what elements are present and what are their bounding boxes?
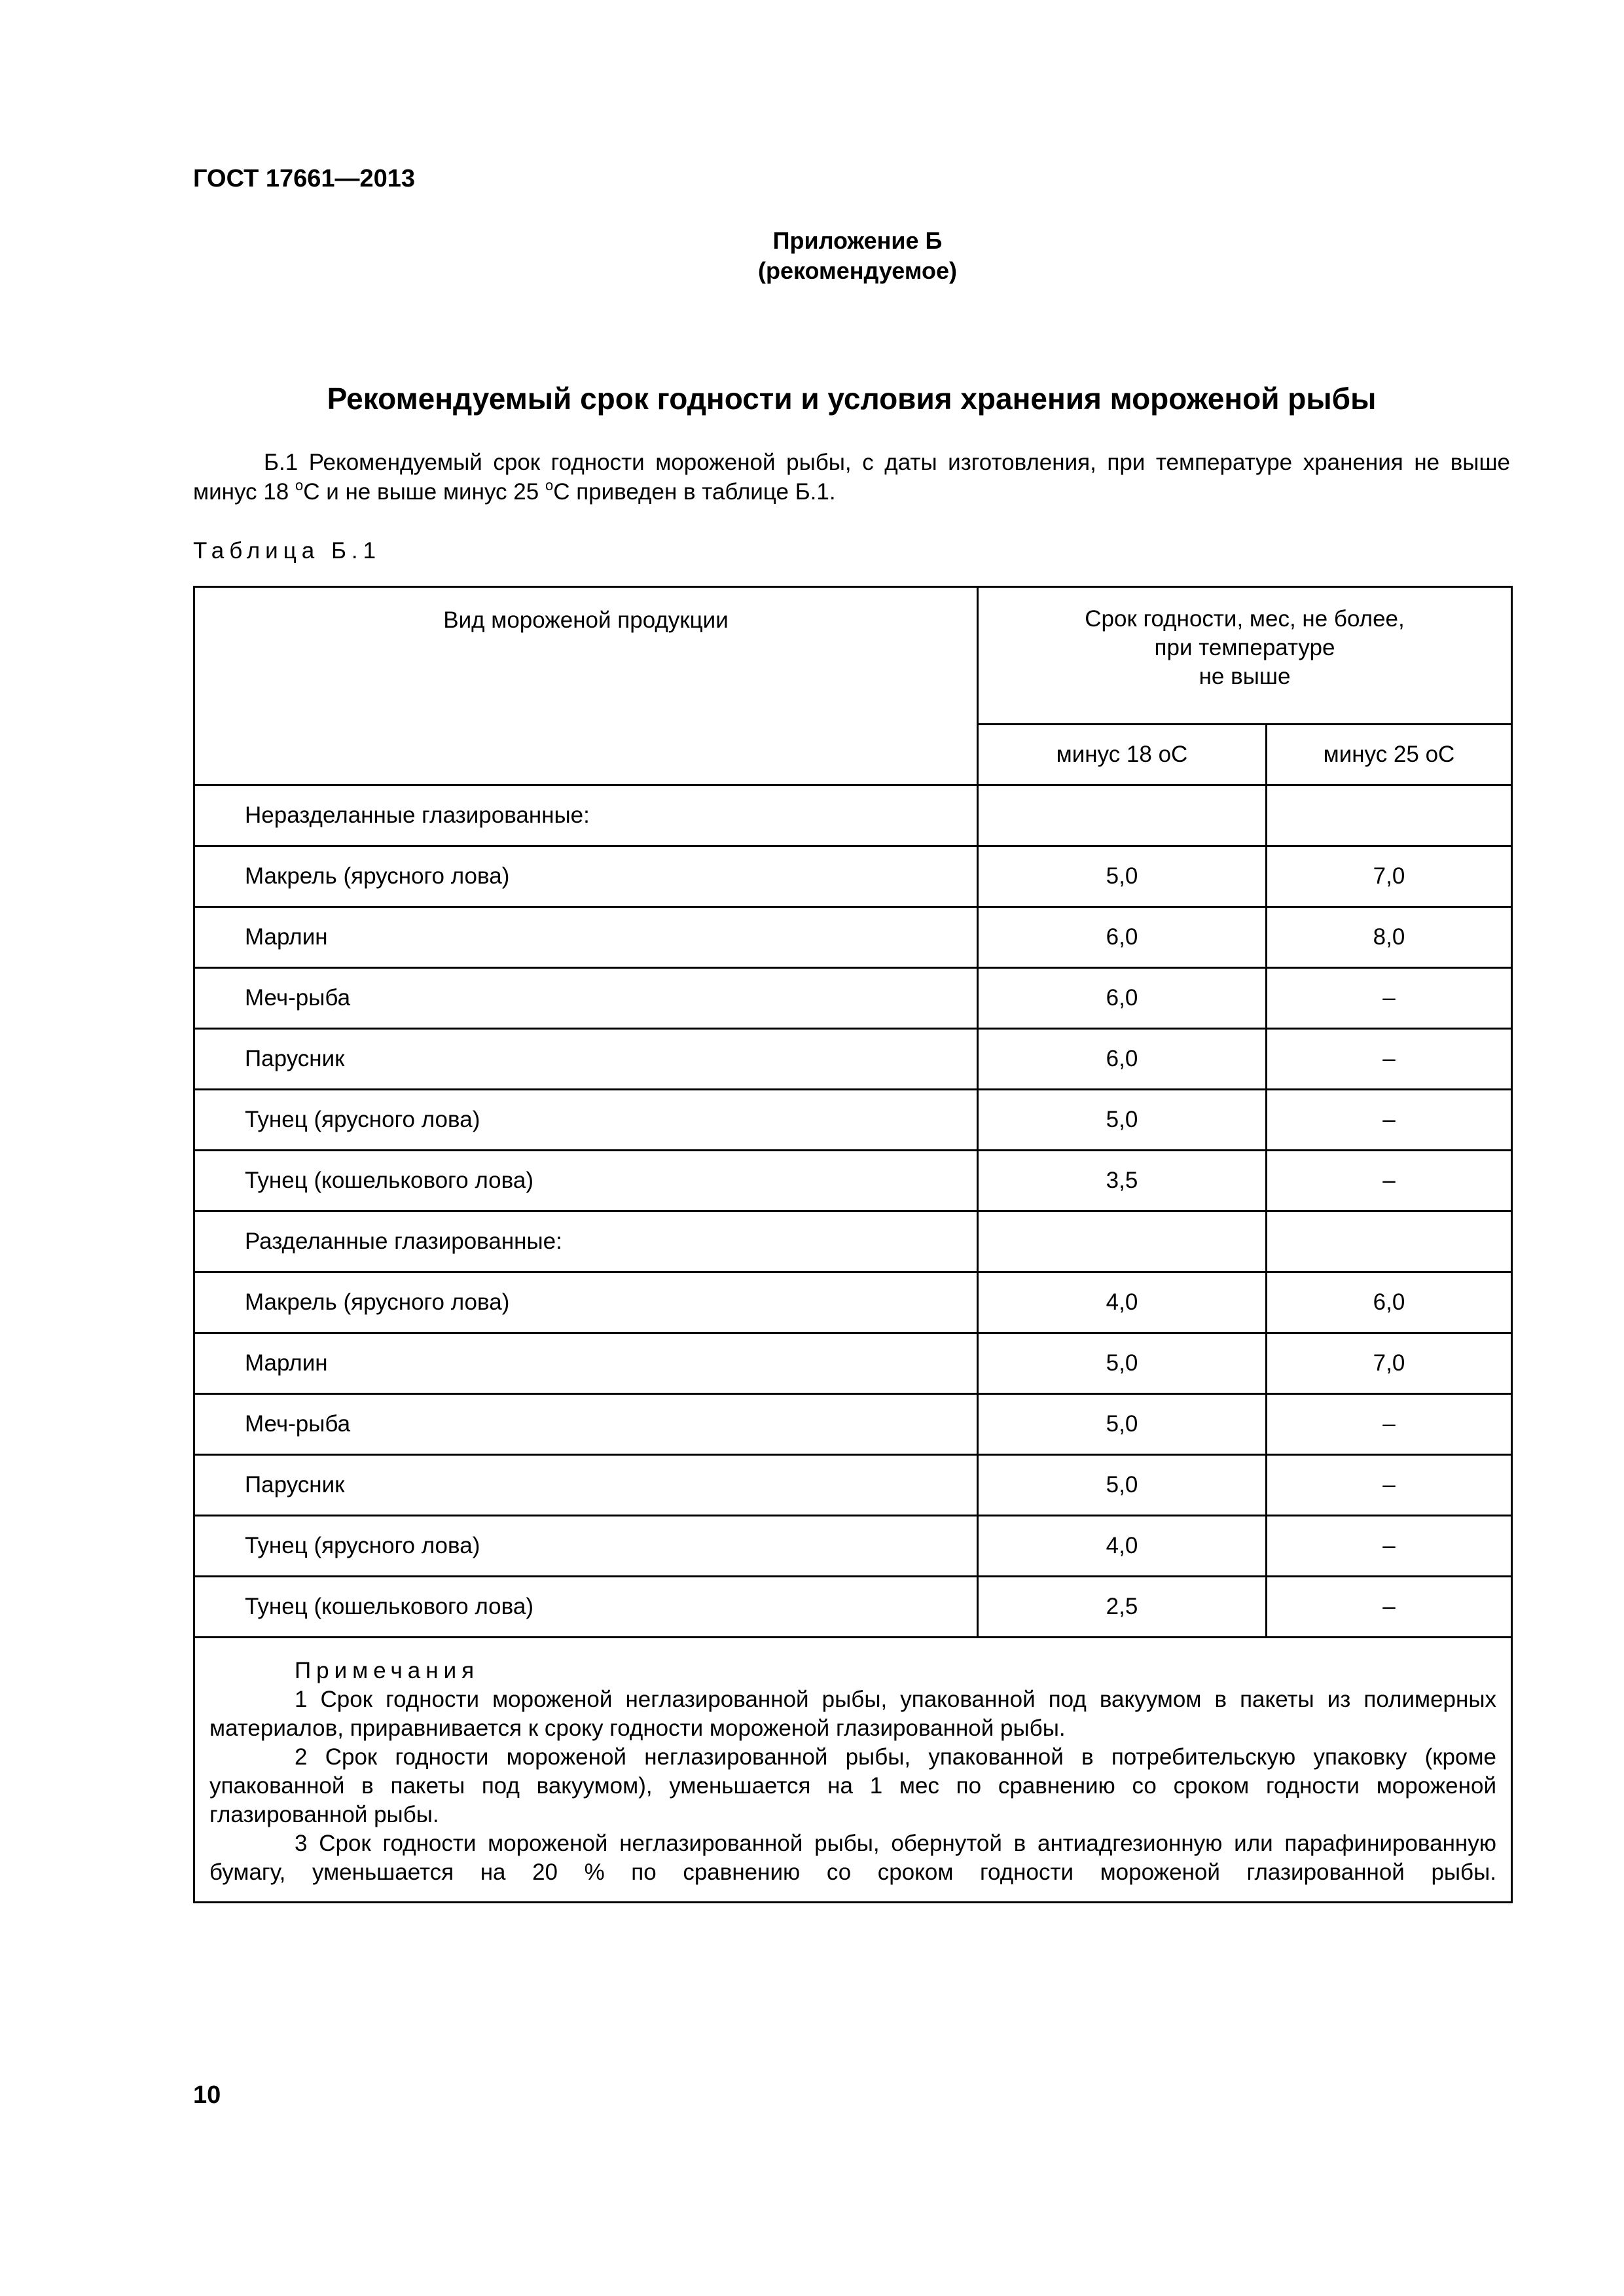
- table-header-row: [194, 587, 1512, 725]
- header-shelf-life-line2: при температуре: [1154, 635, 1335, 660]
- header-shelf-life-line3: не выше: [1199, 664, 1291, 689]
- table-row: [194, 1394, 1512, 1455]
- product-name-cell: Парусник: [194, 1029, 978, 1090]
- note-1: 1 Срок годности мороженой неглазированной рыбы, упакованной под вакуумом в пакеты из полимерных материалов, приравнивается к сроку годности мороженой глазированной рыбы.: [209, 1687, 1496, 1741]
- standard-code: ГОСТ 17661—2013: [193, 165, 416, 192]
- shelf-life-minus-18-cell: 6,0: [978, 968, 1267, 1029]
- header-shelf-life-line1: Срок годности, мес, не более,: [1085, 606, 1405, 632]
- shelf-life-minus-25-cell: –: [1267, 1577, 1512, 1638]
- appendix-title: Приложение Б: [772, 227, 943, 254]
- table-row: [194, 1029, 1512, 1090]
- header-product-type: Вид мороженой продукции: [194, 587, 978, 785]
- product-name-cell: Тунец (ярусного лова): [194, 1090, 978, 1151]
- product-name-cell: Тунец (ярусного лова): [194, 1516, 978, 1577]
- product-name-cell: Меч-рыба: [194, 968, 978, 1029]
- table-row: [194, 1151, 1512, 1211]
- intro-paragraph: [193, 448, 1510, 507]
- table-row: [194, 1272, 1512, 1333]
- product-name-cell: Тунец (кошелькового лова): [194, 1577, 978, 1638]
- shelf-life-minus-25-cell: [1267, 1211, 1512, 1272]
- shelf-life-minus-25-cell: 8,0: [1267, 907, 1512, 968]
- shelf-life-minus-18-cell: 2,5: [978, 1577, 1267, 1638]
- product-name-cell: Меч-рыба: [194, 1394, 978, 1455]
- shelf-life-minus-25-cell: [1267, 785, 1512, 846]
- shelf-life-minus-18-cell: 6,0: [978, 1029, 1267, 1090]
- shelf-life-minus-18-cell: 5,0: [978, 846, 1267, 907]
- shelf-life-minus-25-cell: –: [1267, 1516, 1512, 1577]
- note-3: 3 Срок годности мороженой неглазированной рыбы, обернутой в антиадгезионную или парафинированную бумагу, уменьшается на 20 % по сравнению со сроком годности мороженой глазированной рыбы.: [209, 1831, 1496, 1885]
- table-row: [194, 1333, 1512, 1394]
- header-minus-25: минус 25 оС: [1267, 724, 1512, 785]
- shelf-life-minus-18-cell: [978, 1211, 1267, 1272]
- appendix-heading: [0, 226, 1624, 286]
- shelf-life-minus-18-cell: 5,0: [978, 1090, 1267, 1151]
- shelf-life-minus-25-cell: –: [1267, 1394, 1512, 1455]
- table-row: [194, 1455, 1512, 1516]
- product-name-cell: Марлин: [194, 1333, 978, 1394]
- intro-text-part2: С и не выше минус 25: [303, 479, 545, 505]
- product-name-cell: Тунец (кошелькового лова): [194, 1151, 978, 1211]
- table-row: [194, 1577, 1512, 1638]
- table-body: [194, 587, 1512, 1903]
- shelf-life-minus-18-cell: 4,0: [978, 1272, 1267, 1333]
- table-notes-row: [194, 1638, 1512, 1903]
- shelf-life-table: [193, 586, 1513, 1903]
- shelf-life-minus-25-cell: 7,0: [1267, 846, 1512, 907]
- notes-title: Примечания: [295, 1658, 480, 1683]
- shelf-life-minus-25-cell: 7,0: [1267, 1333, 1512, 1394]
- shelf-life-minus-25-cell: –: [1267, 1455, 1512, 1516]
- shelf-life-minus-25-cell: –: [1267, 1090, 1512, 1151]
- shelf-life-minus-25-cell: 6,0: [1267, 1272, 1512, 1333]
- page-number: 10: [193, 2081, 221, 2109]
- shelf-life-minus-18-cell: 3,5: [978, 1151, 1267, 1211]
- intro-text-part3: С приведен в таблице Б.1.: [553, 479, 836, 505]
- shelf-life-minus-18-cell: 4,0: [978, 1516, 1267, 1577]
- table-row: [194, 968, 1512, 1029]
- table-row: [194, 1090, 1512, 1151]
- product-name-cell: Макрель (ярусного лова): [194, 846, 978, 907]
- note-2: 2 Срок годности мороженой неглазированной рыбы, упакованной в потребительскую упаковку (кроме упакованной в пакеты под вакуумом), уменьшается на 1 мес по сравнению со сроком годности мороженой глазированной рыбы.: [209, 1744, 1496, 1827]
- header-shelf-life: [978, 587, 1512, 725]
- product-name-cell: Неразделанные глазированные:: [194, 785, 978, 846]
- appendix-status: (рекомендуемое): [758, 257, 957, 284]
- shelf-life-minus-18-cell: 5,0: [978, 1394, 1267, 1455]
- table-row: [194, 907, 1512, 968]
- shelf-life-minus-25-cell: –: [1267, 1151, 1512, 1211]
- table-row: [194, 785, 1512, 846]
- product-name-cell: Марлин: [194, 907, 978, 968]
- table-notes: [194, 1638, 1512, 1903]
- shelf-life-minus-25-cell: –: [1267, 968, 1512, 1029]
- shelf-life-minus-18-cell: 5,0: [978, 1455, 1267, 1516]
- table-caption: Таблица Б.1: [193, 538, 382, 564]
- shelf-life-minus-18-cell: [978, 785, 1267, 846]
- table-row: [194, 846, 1512, 907]
- shelf-life-minus-18-cell: 6,0: [978, 907, 1267, 968]
- shelf-life-minus-25-cell: –: [1267, 1029, 1512, 1090]
- table-row: [194, 1211, 1512, 1272]
- degree-sign-1: о: [295, 477, 304, 493]
- shelf-life-minus-18-cell: 5,0: [978, 1333, 1267, 1394]
- product-name-cell: Макрель (ярусного лова): [194, 1272, 978, 1333]
- product-name-cell: Разделанные глазированные:: [194, 1211, 978, 1272]
- table-row: [194, 1516, 1512, 1577]
- degree-sign-2: о: [545, 477, 554, 493]
- intro-text-part1: Б.1 Рекомендуемый срок годности мороженой рыбы, с даты изготовления, при температуре хранения не выше минус 18: [193, 450, 1510, 505]
- header-minus-18: минус 18 оС: [978, 724, 1267, 785]
- document-title: Рекомендуемый срок годности и условия хранения мороженой рыбы: [327, 382, 1377, 416]
- product-name-cell: Парусник: [194, 1455, 978, 1516]
